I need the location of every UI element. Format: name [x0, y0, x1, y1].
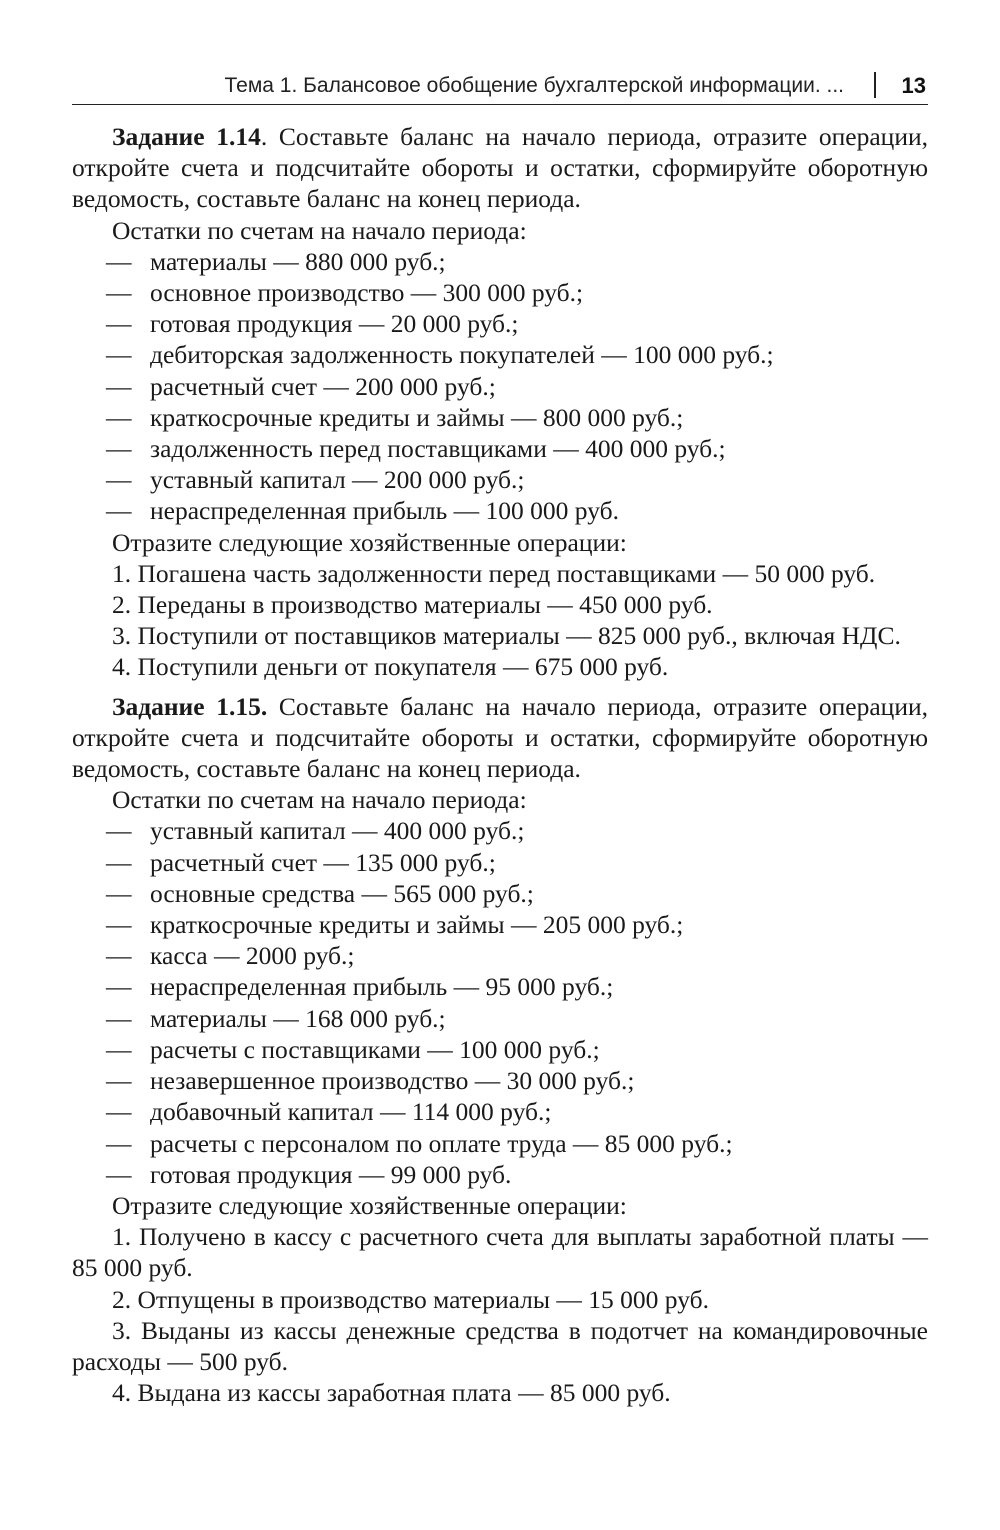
list-item: — расчетный счет — 135 000 руб.; [106, 847, 496, 877]
page-number: 13 [901, 73, 926, 98]
page-header [72, 70, 928, 105]
list-item: 2. Переданы в производство материалы — 450 000 руб. [112, 590, 713, 620]
list-item: — основные средства — 565 000 руб.; [106, 878, 534, 908]
list-item: — материалы — 168 000 руб.; [106, 1003, 446, 1033]
list-item: — краткосрочные кредиты и займы — 800 000 руб.; [106, 402, 684, 432]
running-title: Тема 1. Балансовое обобщение бухгалтерской информации. ... [224, 74, 844, 97]
task-1-14-balances-title: Остатки по счетам на начало периода: [112, 215, 527, 245]
list-item: — краткосрочные кредиты и займы — 205 000 руб.; [106, 910, 684, 940]
list-item: — дебиторская задолженность покупателей — 100 000 руб.; [106, 340, 774, 370]
task-1-14-text: . Составьте баланс на начало периода, отразите операции, откройте счета и подсчитайте обороты и остатки, сформируйте оборотную ведомость, составьте баланс на конец периода. [72, 122, 928, 214]
list-item: — готовая продукция — 99 000 руб. [106, 1159, 512, 1189]
task-1-15-operations-title: Отразите следующие хозяйственные операции: [112, 1190, 627, 1220]
task-1-15-balances-list [72, 815, 928, 1189]
task-1-14-operations-title: Отразите следующие хозяйственные операции: [112, 527, 627, 557]
list-item: — уставный капитал — 200 000 руб.; [106, 465, 525, 495]
task-1-15-label: Задание 1.15. [112, 691, 268, 721]
list-item: 1. Погашена часть задолженности перед поставщиками — 50 000 руб. [112, 558, 876, 588]
task-1-15-operations-list [72, 1221, 928, 1408]
list-item: 4. Выдана из кассы заработная плата — 85 000 руб. [112, 1378, 671, 1408]
list-item: 2. Отпущены в производство материалы — 15 000 руб. [112, 1284, 709, 1314]
task-1-14-label: Задание 1.14 [112, 122, 261, 151]
list-item: — готовая продукция — 20 000 руб.; [106, 309, 519, 339]
list-item: 3. Выданы из кассы денежные средства в подотчет на командировочные расходы — 500 руб. [72, 1315, 928, 1376]
task-1-14-balances-list [72, 246, 928, 527]
list-item: — расчетный счет — 200 000 руб.; [106, 371, 496, 401]
task-1-15 [72, 691, 928, 1409]
task-1-14-operations-list [72, 558, 928, 683]
list-item: — задолженность перед поставщиками — 400 000 руб.; [106, 434, 726, 464]
header-separator [874, 72, 876, 98]
list-item: — касса — 2000 руб.; [106, 941, 355, 971]
task-1-15-balances-title: Остатки по счетам на начало периода: [112, 785, 527, 815]
list-item: 4. Поступили деньги от покупателя — 675 000 руб. [112, 652, 669, 682]
list-item: — расчеты с поставщиками — 100 000 руб.; [106, 1034, 600, 1064]
list-item: — уставный капитал — 400 000 руб.; [106, 816, 525, 846]
page-content [72, 121, 928, 1408]
list-item: — нераспределенная прибыль — 95 000 руб.; [106, 972, 614, 1002]
task-1-14 [72, 121, 928, 683]
list-item: — расчеты с персоналом по оплате труда — 85 000 руб.; [106, 1128, 733, 1158]
task-1-15-intro [72, 691, 928, 785]
list-item: 3. Поступили от поставщиков материалы — 825 000 руб., включая НДС. [112, 621, 901, 651]
task-1-15-text: Составьте баланс на начало периода, отразите операции, откройте счета и подсчитайте обороты и остатки, сформируйте оборотную ведомость, составьте баланс на конец периода. [72, 691, 928, 784]
list-item: — нераспределенная прибыль — 100 000 руб. [106, 496, 619, 526]
list-item: — основное производство — 300 000 руб.; [106, 278, 584, 308]
task-1-14-intro [72, 121, 928, 215]
list-item: — материалы — 880 000 руб.; [106, 246, 446, 276]
list-item: — незавершенное производство — 30 000 руб.; [106, 1066, 635, 1096]
list-item: 1. Получено в кассу с расчетного счета для выплаты заработной платы — 85 000 руб. [72, 1222, 928, 1283]
list-item: — добавочный капитал — 114 000 руб.; [106, 1097, 552, 1127]
